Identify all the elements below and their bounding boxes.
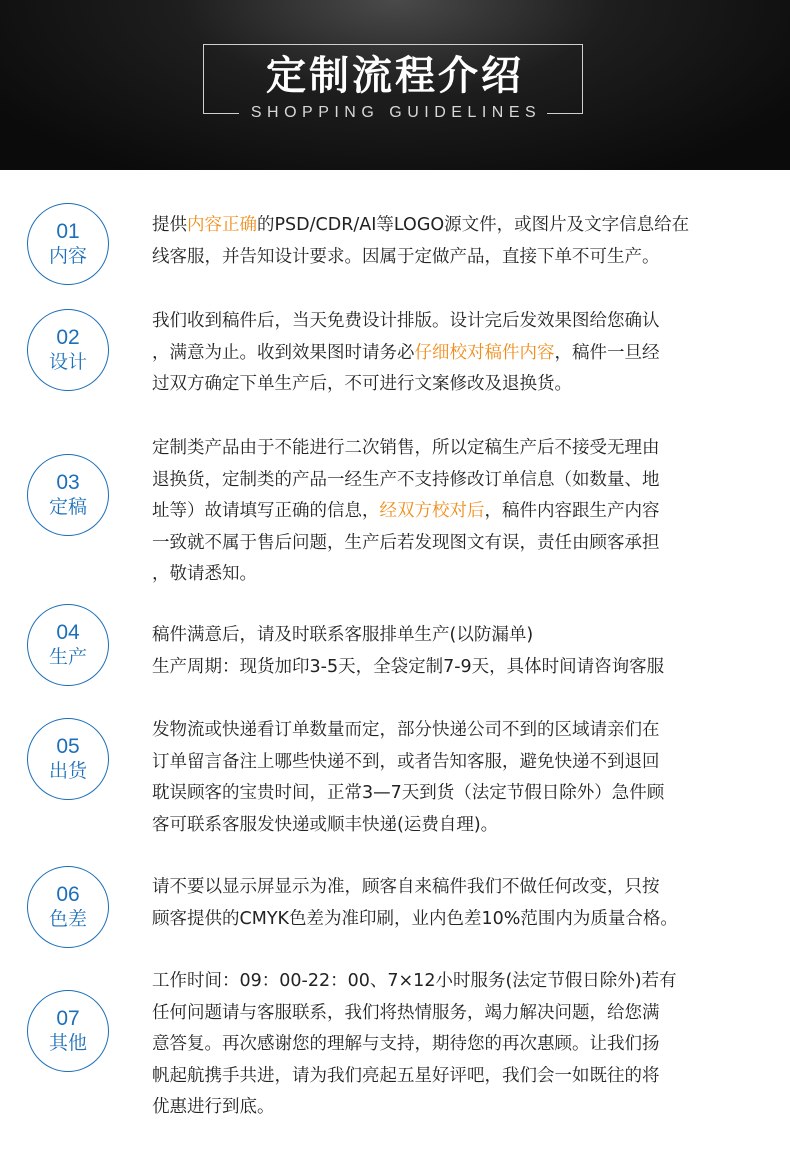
- step-badge: [27, 454, 109, 536]
- text-segment: 订单留言备注上哪些快递不到，或者告知客服，避免快递不到退回: [152, 751, 660, 772]
- text-segment: 客可联系客服发快递或顺丰快递(运费自理)。: [152, 814, 499, 835]
- subtitle-line-right: [547, 113, 583, 114]
- description-line: [152, 433, 752, 465]
- text-segment: 址等）故请填写正确的信息，: [152, 501, 380, 521]
- step-label: 出货: [48, 760, 87, 782]
- text-segment: 耽误顾客的宝贵时间，正常3—7天到货（法定节假日除外）急件顾: [152, 783, 665, 803]
- description-line: [152, 465, 752, 497]
- text-segment: 工作时间：09：00-22：00、7×12小时服务(法定节假日除外)若有: [152, 971, 677, 991]
- text-segment: 帆起航携手共进，请为我们亮起五星好评吧，我们会一如既往的将: [152, 1065, 660, 1086]
- highlighted-text: 经双方校对后: [379, 501, 485, 521]
- description-line: [152, 810, 752, 842]
- text-segment: 定制类产品由于不能进行二次销售，所以定稿生产后不接受无理由: [152, 438, 660, 458]
- step-number: 05: [56, 735, 80, 758]
- description-line: [152, 620, 752, 652]
- step-badge: [27, 203, 109, 285]
- description-line: [152, 778, 752, 810]
- step-badge: [27, 990, 109, 1072]
- step-badge: [27, 718, 109, 800]
- text-segment: 我们收到稿件后，当天免费设计排版。设计完后发效果图给您确认: [152, 311, 660, 331]
- page-title: 定制流程介绍: [266, 53, 524, 99]
- highlighted-text: 仔细校对稿件内容: [414, 342, 555, 363]
- text-segment: 意答复。再次感谢您的理解与支持，期待您的再次惠顾。让我们扬: [152, 1034, 660, 1054]
- text-segment: 发物流或快递看订单数量而定，部分快递公司不到的区域请亲们在: [152, 720, 660, 740]
- step-label: 内容: [48, 245, 87, 267]
- step-description: [152, 306, 752, 401]
- text-segment: 过双方确定下单生产后，不可进行文案修改及退换货。: [152, 374, 572, 394]
- subtitle-line-left: [203, 113, 239, 114]
- description-line: [152, 966, 752, 998]
- description-line: [152, 369, 752, 401]
- step-label: 设计: [48, 351, 87, 373]
- description-line: [152, 872, 752, 904]
- description-line: [152, 715, 752, 747]
- page-subtitle: SHOPPING GUIDELINES: [250, 104, 542, 121]
- step-description: [152, 872, 752, 935]
- step-number: 03: [56, 471, 80, 494]
- step-number: 04: [56, 621, 80, 644]
- step-label: 色差: [48, 908, 87, 930]
- step-description: [152, 210, 752, 273]
- text-segment: 线客服，并告知设计要求。因属于定做产品，直接下单不可生产。: [152, 246, 660, 267]
- text-segment: 的PSD/CDR/AI等LOGO源文件，或图片及文字信息给在: [257, 215, 690, 235]
- step-number: 02: [56, 326, 80, 349]
- text-segment: 生产周期：现货加印3-5天，全袋定制7-9天，具体时间请咨询客服: [152, 656, 665, 677]
- step-description: [152, 620, 752, 683]
- description-line: [152, 998, 752, 1030]
- step-number: 01: [56, 220, 80, 243]
- text-segment: 提供: [152, 215, 187, 235]
- text-segment: 任何问题请与客服联系，我们将热情服务，竭力解决问题，给您满: [152, 1002, 660, 1023]
- description-line: [152, 496, 752, 528]
- text-segment: ，敬请悉知。: [152, 564, 257, 584]
- description-line: [152, 652, 752, 684]
- text-segment: ，稿件一旦经: [554, 342, 660, 363]
- step-badge: [27, 604, 109, 686]
- text-segment: 优惠进行到底。: [152, 1097, 275, 1117]
- step-label: 生产: [48, 646, 87, 668]
- description-line: [152, 338, 752, 370]
- text-segment: 退换货，定制类的产品一经生产不支持修改订单信息（如数量、地: [152, 469, 660, 490]
- step-label: 定稿: [48, 496, 87, 518]
- description-line: [152, 1061, 752, 1093]
- text-segment: 一致就不属于售后问题，生产后若发现图文有误，责任由顾客承担: [152, 532, 660, 553]
- subtitle-row: [203, 101, 583, 125]
- step-description: [152, 715, 752, 841]
- description-line: [152, 210, 752, 242]
- step-description: [152, 966, 752, 1124]
- step-badge: [27, 866, 109, 948]
- header-banner: [0, 0, 790, 170]
- highlighted-text: 内容正确: [187, 215, 257, 235]
- text-segment: ，稿件内容跟生产内容: [484, 501, 660, 521]
- description-line: [152, 1092, 752, 1124]
- description-line: [152, 559, 752, 591]
- text-segment: 顾客提供的CMYK色差为准印刷，业内色差10%范围内为质量合格。: [152, 908, 678, 929]
- step-description: [152, 433, 752, 591]
- description-line: [152, 528, 752, 560]
- description-line: [152, 1029, 752, 1061]
- step-number: 07: [56, 1007, 80, 1030]
- description-line: [152, 242, 752, 274]
- description-line: [152, 904, 752, 936]
- description-line: [152, 747, 752, 779]
- step-label: 其他: [48, 1032, 87, 1054]
- text-segment: 稿件满意后，请及时联系客服排单生产(以防漏单): [152, 625, 534, 645]
- step-badge: [27, 309, 109, 391]
- text-segment: 请不要以显示屏显示为准，顾客自来稿件我们不做任何改变，只按: [152, 877, 660, 897]
- description-line: [152, 306, 752, 338]
- step-number: 06: [56, 883, 80, 906]
- text-segment: ，满意为止。收到效果图时请务必: [152, 342, 415, 363]
